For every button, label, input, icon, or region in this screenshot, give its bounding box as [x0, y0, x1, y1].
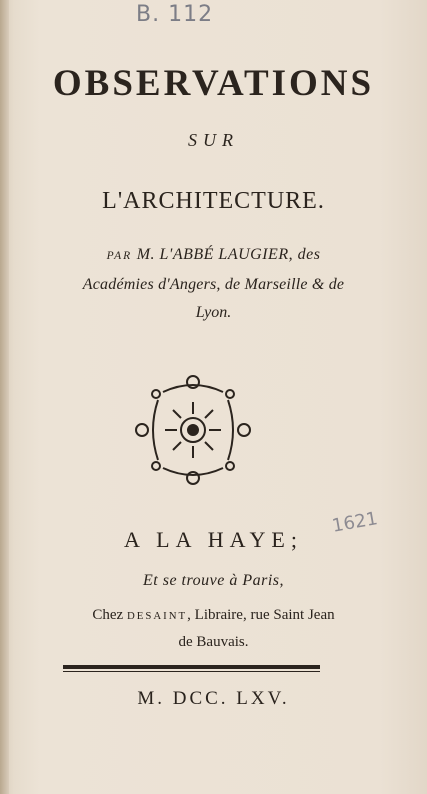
- author-line-3: Lyon.: [195, 304, 232, 321]
- margin-annotation: 1621: [330, 508, 380, 537]
- publisher-address: , Libraire, rue Saint Jean: [187, 607, 335, 623]
- thin-rule: [63, 671, 320, 672]
- author-line-2: Académies d'Angers, de Marseille & de: [82, 276, 345, 293]
- book-subject: L'ARCHITECTURE.: [102, 188, 325, 214]
- imprint-place: A LA HAYE;: [124, 527, 303, 552]
- author-name: M. L'ABBÉ LAUGIER, des: [132, 246, 321, 263]
- book-title: OBSERVATIONS: [52, 63, 375, 104]
- shelfmark: B. 112: [136, 2, 214, 27]
- book-spine-edge: [0, 0, 9, 794]
- publication-date: M. DCC. LXV.: [137, 688, 290, 709]
- imprint-publisher: [0, 607, 427, 624]
- printers-ornament: [128, 370, 258, 490]
- author-par: PAR: [106, 250, 133, 262]
- imprint-sold-at: Et se trouve à Paris,: [143, 572, 284, 589]
- author-line-1: [0, 246, 427, 264]
- imprint-publisher-line-2: de Bauvais.: [178, 634, 249, 650]
- publisher-name: DESAINT: [126, 610, 188, 622]
- publisher-chez: Chez: [92, 607, 127, 623]
- title-connector: SUR: [188, 130, 239, 150]
- thick-rule: [63, 665, 320, 669]
